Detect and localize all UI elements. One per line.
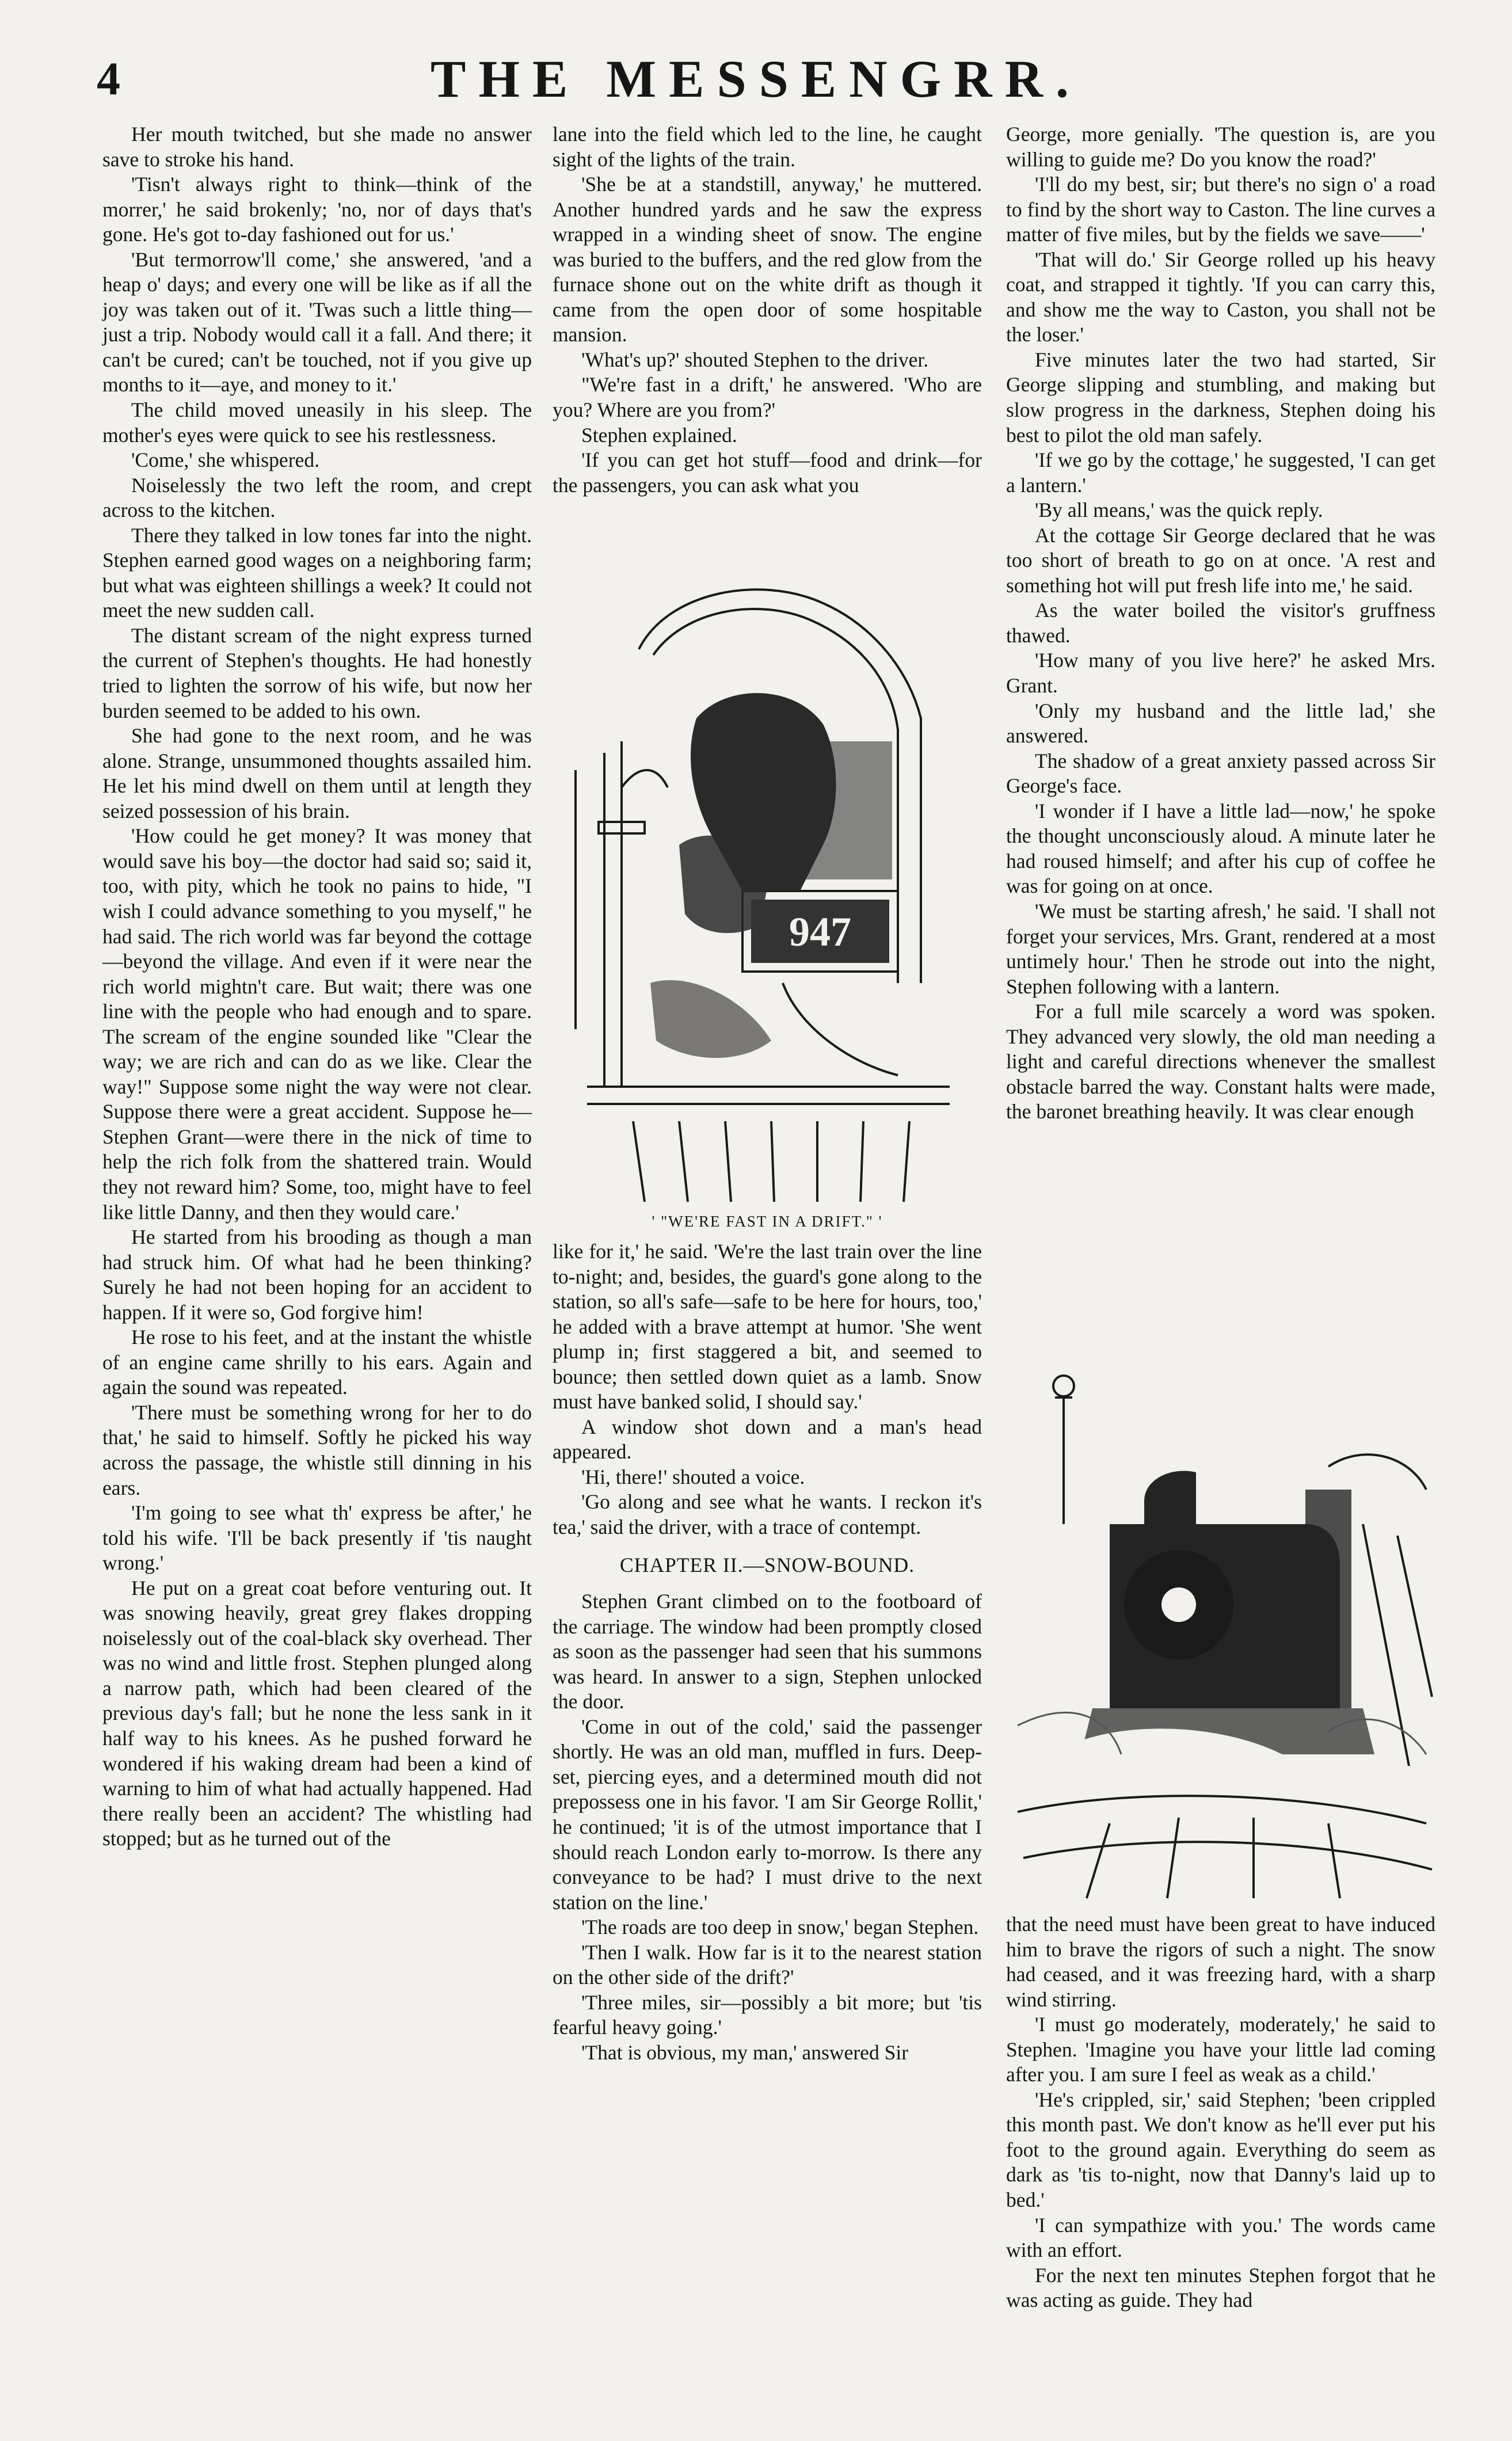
article-paragraph: 'By all means,' was the quick reply.: [1035, 498, 1323, 522]
article-paragraph: A window shot down and a man's head appeared.: [553, 1415, 982, 1464]
article-paragraph: 'If you can get hot stuff—food and drink—for the passengers, you can ask what you: [553, 448, 982, 497]
article-paragraph: He put on a great coat before venturing out. It was snowing heavily, great grey flakes dropping noiselessly out of the coal-black sky overhead. Ther was no wind and little frost. Stephen plunged along a narrow path, which had been cleared of the previous day's fall; but he none the less sank in it half way to his knees. As he pushed forward he wondered if his waking dream had been a kind of warning to him of what had actually happened. Had there really been an accident? The whistling had stopped; but as he turned out of the: [102, 1576, 532, 1850]
article-paragraph: that the need must have been great to have induced him to brave the rigors of such a night. The snow had ceased, and it was freezing hard, with a sharp wind stirring.: [1006, 1913, 1435, 2011]
article-paragraph: He rose to his feet, and at the instant the whistle of an engine came shrilly to his ears. Again and again the sound was repeated.: [102, 1326, 532, 1399]
engine-cab-drawing: [553, 569, 982, 1208]
article-paragraph: There they talked in low tones far into the night. Stephen earned good wages on a neighboring farm; but what was eighteen shillings a week? It could not meet the new sudden call.: [102, 523, 532, 622]
masthead-title: THE MESSENGRR.: [430, 49, 1082, 108]
article-paragraph: 'She be at a standstill, anyway,' he muttered. Another hundred yards and he saw the express wrapped in a winding sheet of snow. The engine was buried to the buffers, and the red glow from the furnace shone out on the white drift as though it came from the open door of some hospitable mansion.: [553, 173, 982, 346]
article-paragraph: The distant scream of the night express turned the current of Stephen's thoughts. He had honestly tried to lighten the sorrow of his wife, but now her burden seemed to be added to his own.: [102, 623, 532, 722]
engine-number-plate: 947: [789, 909, 851, 955]
article-paragraph: lane into the field which led to the line, he caught sight of the lights of the train.: [553, 123, 982, 171]
article-paragraph: "We're fast in a drift,' he answered. 'Who are you? Where are you from?': [553, 373, 982, 422]
article-paragraph: 'Go along and see what he wants. I reckon it's tea,' said the driver, with a trace of contempt.: [553, 1490, 982, 1539]
article-paragraph: 'Tisn't always right to think—think of the morrer,' he said brokenly; 'no, nor of days that's gone. He's got to-day fashioned out for us.': [102, 173, 532, 246]
chapter-heading: CHAPTER II.—SNOW-BOUND.: [619, 1553, 915, 1576]
article-paragraph: She had gone to the next room, and he was alone. Strange, unsummoned thoughts assailed him. He let his mind dwell on them until at length they seized possession of his brain.: [102, 724, 532, 822]
article-paragraph: like for it,' he said. 'We're the last train over the line to-night; and, besides, the guard's gone along to the station, so all's safe—safe to be here for hours, too,' he added with a brave attempt at humor. 'She went plump in; first staggered a bit, and seemed to bounce; then settled down quiet as a lamb. Snow must have banked solid, I should say.': [553, 1240, 982, 1414]
article-paragraph: 'But termorrow'll come,' she answered, 'and a heap o' days; and every one will be like as if all the joy was taken out of it. 'Twas such a little thing—just a trip. Nobody would call it a fall. And there; it can't be cured; can't be touched, not if you give up months to it—aye, and money to it.': [102, 247, 532, 397]
article-paragraph: 'I can sympathize with you.' The words came with an effort.: [1006, 2213, 1435, 2262]
article-paragraph: Noiselessly the two left the room, and crept across to the kitchen.: [102, 473, 532, 522]
article-paragraph: 'Then I walk. How far is it to the nearest station on the other side of the drift?': [553, 1940, 982, 1989]
article-paragraph: 'There must be something wrong for her to do that,' he said to himself. Softly he picked his way across the passage, the whistle still dinning in his ears.: [102, 1400, 532, 1499]
column-3-top: [1006, 122, 1435, 1125]
article-paragraph: As the water boiled the visitor's gruffness thawed.: [1006, 599, 1435, 647]
illustration-snowbound-train: [1006, 1351, 1435, 1904]
article-paragraph: Her mouth twitched, but she made no answer save to stroke his hand.: [102, 123, 532, 171]
article-paragraph: For a full mile scarcely a word was spoken. They advanced very slowly, the old man needing a light and careful directions whenever the smallest obstacle barred the way. Constant halts were made, the baronet breathing heavily. It was clear enough: [1006, 1000, 1435, 1124]
article-paragraph: George, more genially. 'The question is, are you willing to guide me? Do you know the road?': [1006, 123, 1435, 171]
article-paragraph: 'What's up?' shouted Stephen to the driver.: [581, 348, 929, 371]
article-paragraph: At the cottage Sir George declared that he was too short of breath to go on at once. 'A rest and something hot will put fresh life into me,' he said.: [1006, 523, 1435, 597]
column-1: [102, 122, 532, 1852]
article-paragraph: He started from his brooding as though a man had struck him. Of what had he been thinking? Surely he had not been hoping for an accident to happen. If it were so, God forgive him!: [102, 1225, 532, 1324]
article-paragraph: 'If we go by the cottage,' he suggested, 'I can get a lantern.': [1006, 448, 1435, 497]
article-paragraph: 'That is obvious, my man,' answered Sir: [581, 2040, 909, 2064]
article-paragraph: 'How many of you live here?' he asked Mrs. Grant.: [1006, 649, 1435, 698]
article-paragraph: 'Three miles, sir—possibly a bit more; but 'tis fearful heavy going.': [553, 1990, 982, 2039]
snowbound-train-drawing: [1006, 1351, 1435, 1904]
article-paragraph: 'Hi, there!' shouted a voice.: [581, 1465, 805, 1488]
column-3-bottom: [1006, 1912, 1435, 2313]
article-paragraph: Five minutes later the two had started, Sir George slipping and stumbling, and making but slow progress in the darkness, Stephen doing his best to pilot the old man safely.: [1006, 348, 1435, 447]
article-paragraph: The shadow of a great anxiety passed across Sir George's face.: [1006, 749, 1435, 798]
page-header: [0, 40, 1512, 115]
article-paragraph: The child moved uneasily in his sleep. The mother's eyes were quick to see his restlessness.: [102, 398, 532, 447]
article-paragraph: Stephen explained.: [581, 423, 737, 447]
illustration-engine-cab: [553, 569, 982, 1231]
page-number: 4: [97, 52, 120, 105]
article-paragraph: 'I wonder if I have a little lad—now,' he spoke the thought unconsciously aloud. A minute later he had roused himself; and after his cup of coffee he was for going on at once.: [1006, 799, 1435, 898]
article-paragraph: 'I must go moderately, moderately,' he said to Stephen. 'Imagine you have your little lad coming after you. I am sure I feel as weak as a child.': [1006, 2013, 1435, 2086]
article-paragraph: 'That will do.' Sir George rolled up his heavy coat, and strapped it tightly. 'If you can carry this, and show me the way to Caston, you shall not be the loser.': [1006, 247, 1435, 346]
article-paragraph: 'Only my husband and the little lad,' she answered.: [1006, 699, 1435, 748]
column-2-top: [553, 122, 982, 498]
illustration-caption: ' "WE'RE FAST IN A DRIFT." ': [652, 1213, 883, 1230]
article-paragraph: 'We must be starting afresh,' he said. 'I shall not forget your services, Mrs. Grant, rendered at a most untimely hour.' Then he strode out into the night, Stephen following with a lantern.: [1006, 899, 1435, 998]
article-paragraph: 'How could he get money? It was money that would save his boy—the doctor had said so; said it, too, with pity, which he took no pains to hide, "I wish I could advance something to you myself," he had said. The rich world was far beyond the cottage—beyond the village. And even if it were near the rich world mightn't care. But wait; there was one line with the people who had enough and to spare. The scream of the engine sounded like "Clear the way; we are rich and can do as we like. Clear the way!" Suppose some night the way were not clear. Suppose there were a great accident. Suppose he—Stephen Grant—were there in the nick of time to help the rich folk from the shattered train. Would they not reward him? Some, too, might have to feel like little Danny, and then they would care.': [102, 824, 532, 1224]
column-2-bottom: [553, 1239, 982, 2066]
article-paragraph: For the next ten minutes Stephen forgot that he was acting as guide. They had: [1006, 2263, 1435, 2312]
article-paragraph: 'Come,' she whispered.: [131, 448, 320, 472]
article-paragraph: Stephen Grant climbed on to the footboard of the carriage. The window had been promptly closed as soon as the passenger had seen that his summons was heard. In answer to a sign, Stephen unlocked the door.: [553, 1590, 982, 1713]
article-paragraph: 'He's crippled, sir,' said Stephen; 'been crippled this month past. We don't know as he'll ever put his foot to the ground again. Everything do seem as dark as 'tis to-night, now that Danny's laid up to bed.': [1006, 2088, 1435, 2212]
article-paragraph: 'I'm going to see what th' express be after,' he told his wife. 'I'll be back presently if 'tis naught wrong.': [102, 1501, 532, 1575]
article-paragraph: 'The roads are too deep in snow,' began Stephen.: [581, 1916, 979, 1939]
article-paragraph: 'I'll do my best, sir; but there's no sign o' a road to find by the short way to Caston. The line curves a matter of five miles, but by the fields we save——': [1006, 173, 1435, 246]
article-paragraph: 'Come in out of the cold,' said the passenger shortly. He was an old man, muffled in furs. Deep-set, piercing eyes, and a determined mouth did not prepossess one in his favor. 'I am Sir George Rollit,' he continued; 'it is of the utmost importance that I should reach London early to-morrow. Is there any conveyance to be had? I must drive to the next station on the line.': [553, 1715, 982, 1914]
